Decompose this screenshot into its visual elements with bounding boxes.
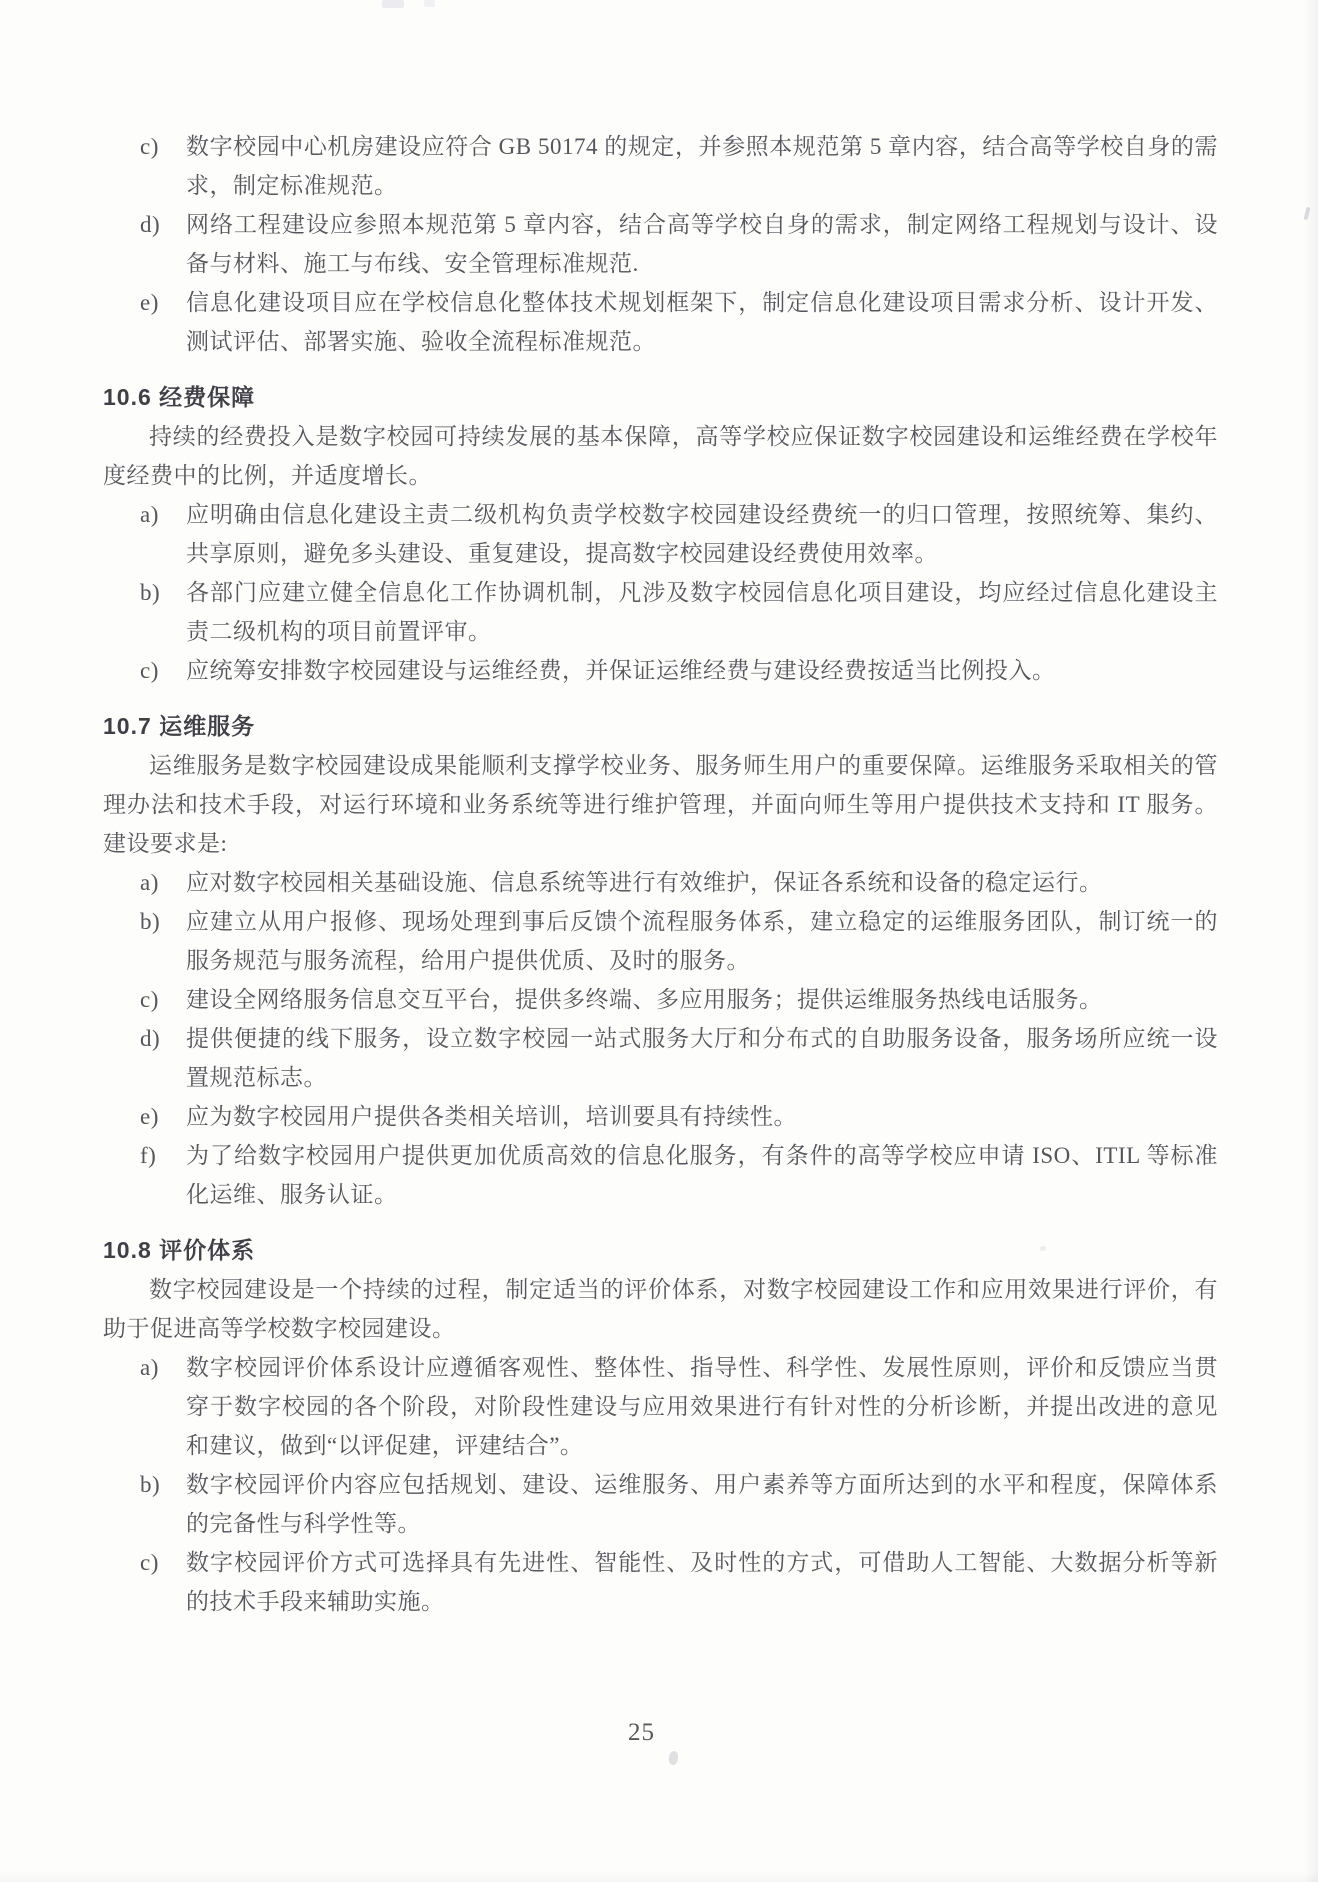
item-label: c) (140, 1550, 159, 1575)
list-item (103, 863, 1218, 902)
section-heading: 10.8 评价体系 (103, 1237, 256, 1263)
item-text: 提供便捷的线下服务，设立数字校园一站式服务大厅和分布式的自助服务设备，服务场所应统一设置规范标志。 (186, 1026, 1218, 1090)
scan-artifact (424, 0, 435, 7)
item-label: a) (140, 1355, 159, 1380)
list-item (103, 1348, 1218, 1465)
item-label: b) (140, 580, 161, 605)
list-item (103, 283, 1218, 361)
section-10-7 (103, 707, 1218, 1214)
section-10-8 (103, 1231, 1218, 1621)
list-item (103, 1019, 1218, 1097)
list-item (103, 651, 1218, 690)
section-list (103, 863, 1218, 1214)
list-item (103, 573, 1218, 651)
item-label: d) (140, 212, 161, 237)
page-body (103, 127, 1218, 1621)
scan-artifact (668, 1750, 679, 1765)
item-label: b) (140, 1472, 161, 1497)
item-text: 数字校园评价体系设计应遵循客观性、整体性、指导性、科学性、发展性原则，评价和反馈应当贯穿于数字校园的各个阶段，对阶段性建设与应用效果进行有针对性的分析诊断，并提出改进的意见和建议，做到“以评促建，评建结合”。 (186, 1355, 1218, 1458)
item-text: 应建立从用户报修、现场处理到事后反馈个流程服务体系，建立稳定的运维服务团队，制订统一的服务规范与服务流程，给用户提供优质、及时的服务。 (186, 909, 1218, 973)
item-label: a) (140, 502, 159, 527)
item-text: 应对数字校园相关基础设施、信息系统等进行有效维护，保证各系统和设备的稳定运行。 (186, 870, 1103, 895)
list-item (103, 1136, 1218, 1214)
item-label: b) (140, 909, 161, 934)
item-label: f) (140, 1143, 157, 1168)
item-label: c) (140, 987, 159, 1012)
section-intro: 数字校园建设是一个持续的过程，制定适当的评价体系，对数字校园建设工作和应用效果进行评价，有助于促进高等学校数字校园建设。 (103, 1277, 1218, 1341)
list-item (103, 495, 1218, 573)
item-text: 各部门应建立健全信息化工作协调机制，凡涉及数字校园信息化项目建设，均应经过信息化建设主责二级机构的项目前置评审。 (186, 580, 1218, 644)
item-label: c) (140, 134, 159, 159)
section-intro: 运维服务是数字校园建设成果能顺利支撑学校业务、服务师生用户的重要保障。运维服务采取相关的管理办法和技术手段，对运行环境和业务系统等进行维护管理，并面向师生等用户提供技术支持和 IT 服务。建设要求是: (103, 753, 1218, 856)
scan-artifact (382, 0, 404, 8)
list-item (103, 1097, 1218, 1136)
item-text: 应统筹安排数字校园建设与运维经费，并保证运维经费与建设经费按适当比例投入。 (186, 658, 1056, 683)
section-heading: 10.6 经费保障 (103, 384, 256, 410)
item-text: 应为数字校园用户提供各类相关培训，培训要具有持续性。 (186, 1104, 797, 1129)
item-text: 信息化建设项目应在学校信息化整体技术规划框架下，制定信息化建设项目需求分析、设计开发、测试评估、部署实施、验收全流程标准规范。 (186, 290, 1218, 354)
section-intro: 持续的经费投入是数字校园可持续发展的基本保障，高等学校应保证数字校园建设和运维经费在学校年度经费中的比例，并适度增长。 (103, 424, 1218, 488)
item-text: 数字校园中心机房建设应符合 GB 50174 的规定，并参照本规范第 5 章内容，结合高等学校自身的需求，制定标准规范。 (186, 134, 1218, 198)
item-text: 为了给数字校园用户提供更加优质高效的信息化服务，有条件的高等学校应申请 ISO、ITIL 等标准化运维、服务认证。 (186, 1143, 1218, 1207)
list-item (103, 205, 1218, 283)
list-item (103, 1543, 1218, 1621)
list-item (103, 902, 1218, 980)
section-list (103, 495, 1218, 690)
item-label: c) (140, 658, 159, 683)
section-list (103, 1348, 1218, 1621)
section-10-6 (103, 378, 1218, 690)
item-label: a) (140, 870, 159, 895)
page-number: 25 (628, 1719, 655, 1746)
item-text: 网络工程建设应参照本规范第 5 章内容，结合高等学校自身的需求，制定网络工程规划与设计、设备与材料、施工与布线、安全管理标准规范. (186, 212, 1218, 276)
item-text: 数字校园评价方式可选择具有先进性、智能性、及时性的方式，可借助人工智能、大数据分析等新的技术手段来辅助实施。 (186, 1550, 1218, 1614)
item-label: e) (140, 1104, 159, 1129)
item-label: d) (140, 1026, 161, 1051)
item-label: e) (140, 290, 159, 315)
list-item (103, 127, 1218, 205)
list-item (103, 980, 1218, 1019)
top-list (103, 127, 1218, 361)
item-text: 建设全网络服务信息交互平台，提供多终端、多应用服务；提供运维服务热线电话服务。 (186, 987, 1103, 1012)
scan-artifact (1303, 207, 1310, 221)
section-heading: 10.7 运维服务 (103, 713, 256, 739)
item-text: 应明确由信息化建设主责二级机构负责学校数字校园建设经费统一的归口管理，按照统筹、集约、共享原则，避免多头建设、重复建设，提高数字校园建设经费使用效率。 (186, 502, 1218, 566)
list-item (103, 1465, 1218, 1543)
item-text: 数字校园评价内容应包括规划、建设、运维服务、用户素养等方面所达到的水平和程度，保障体系的完备性与科学性等。 (186, 1472, 1218, 1536)
